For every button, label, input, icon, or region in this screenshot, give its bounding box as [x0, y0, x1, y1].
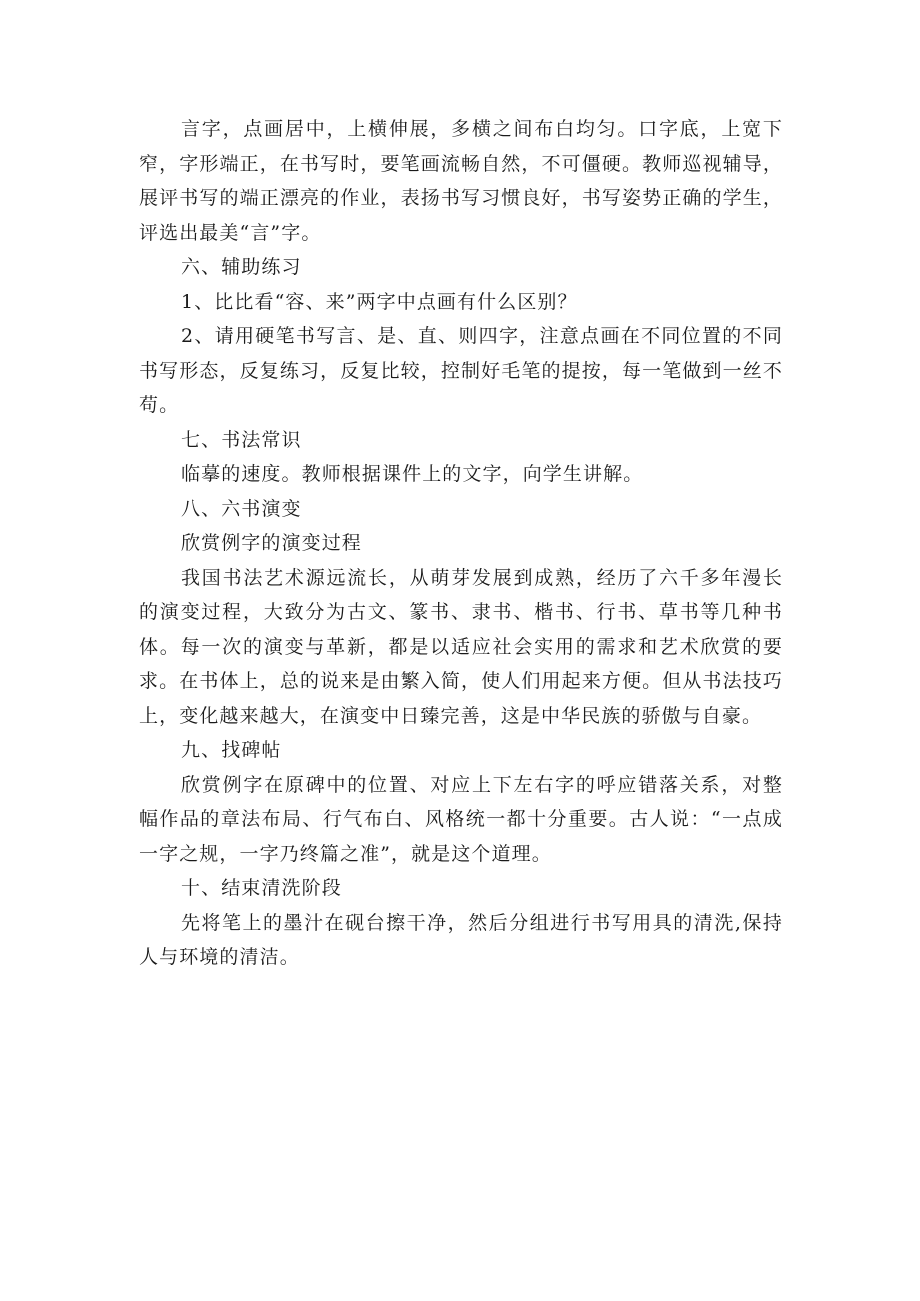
heading-calligraphy-knowledge: 七、书法常识 [181, 428, 302, 451]
paragraph-stele-layout: 欣赏例字在原碑中的位置、对应上下左右字的呼应错落关系，对整幅作品的章法布局、行气布白、风格统一都十分重要。古人说：“一点成一字之规，一字乃终篇之准”，就是这个道理。 [139, 773, 783, 865]
paragraph-cleaning: 先将笔上的墨汁在砚台擦干净，然后分组进行书写用具的清洗,保持人与环境的清洁。 [139, 911, 783, 968]
paragraph-calligraphy-history: 我国书法艺术源远流长，从萌芽发展到成熟，经历了六千多年漫长的演变过程，大致分为古文、篆书、隶书、楷书、行书、草书等几种书体。每一次的演变与革新，都是以适应社会实用的需求和艺术欣赏的要求。在书体上，总的说来是由繁入简，使人们用起来方便。但从书法技巧上，变化越来越大，在演变中日臻完善，这是中华民族的骄傲与自豪。 [139, 566, 783, 727]
paragraph-hard-pen-practice: 2、请用硬笔书写言、是、直、则四字，注意点画在不同位置的不同书写形态，反复练习，反复比较，控制好毛笔的提按，每一笔做到一丝不苟。 [139, 325, 783, 416]
document-body [139, 112, 783, 975]
heading-cleaning-stage: 十、结束清洗阶段 [181, 877, 342, 899]
paragraph-appreciate-evolution: 欣赏例字的演变过程 [181, 532, 362, 554]
heading-auxiliary-practice: 六、辅助练习 [181, 256, 302, 278]
heading-six-scripts-evolution: 八、六书演变 [181, 497, 302, 520]
paragraph-compare-dots: 1、比比看“容、来”两字中点画有什么区别？ [181, 290, 578, 313]
heading-find-stele: 九、找碑帖 [181, 739, 282, 761]
paragraph-yan-character: 言字，点画居中，上横伸展，多横之间布白均匀。口字底，上宽下窄，字形端正，在书写时，要笔画流畅自然，不可僵硬。教师巡视辅导，展评书写的端正漂亮的作业，表扬书写习惯良好，书写姿势正确的学生，评选出最美“言”字。 [139, 118, 783, 244]
paragraph-copying-speed: 临摹的速度。教师根据课件上的文字，向学生讲解。 [181, 463, 644, 485]
